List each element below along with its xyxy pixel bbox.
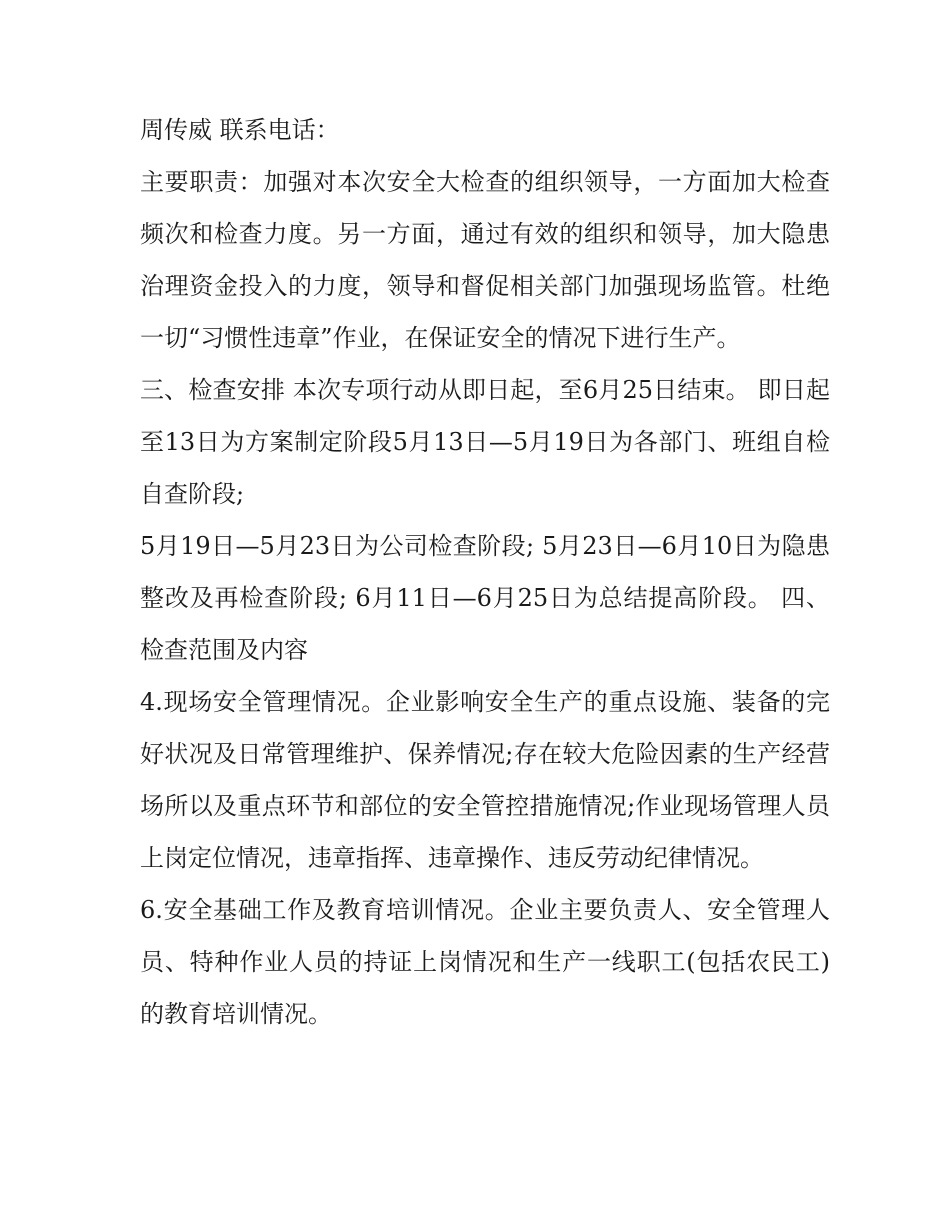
- inspection-schedule-paragraph: 三、检查安排 本次专项行动从即日起，至6月25日结束。 即日起至13日为方案制定阶段5月13日—5月19日为各部门、班组自检自查阶段;: [140, 376, 830, 508]
- document-body: [140, 104, 830, 1040]
- site-safety-paragraph: 4.现场安全管理情况。企业影响安全生产的重点设施、装备的完好状况及日常管理维护、保养情况;存在较大危险因素的生产经营场所以及重点环节和部位的安全管控措施情况;作业现场管理人员上岗定位情况，违章指挥、违章操作、违反劳动纪律情况。: [140, 688, 830, 872]
- training-paragraph: 6.安全基础工作及教育培训情况。企业主要负责人、安全管理人员、特种作业人员的持证上岗情况和生产一线职工(包括农民工)的教育培训情况。: [140, 896, 830, 1028]
- responsibility-paragraph: 主要职责：加强对本次安全大检查的组织领导，一方面加大检查频次和检查力度。另一方面，通过有效的组织和领导，加大隐患治理资金投入的力度，领导和督促相关部门加强现场监管。杜绝一切“习惯性违章”作业，在保证安全的情况下进行生产。: [140, 168, 830, 352]
- contact-line: 周传威 联系电话：: [140, 116, 340, 144]
- inspection-phases-paragraph: 5月19日—5月23日为公司检查阶段; 5月23日—6月10日为隐患整改及再检查阶段; 6月11日—6月25日为总结提高阶段。 四、检查范围及内容: [140, 532, 830, 664]
